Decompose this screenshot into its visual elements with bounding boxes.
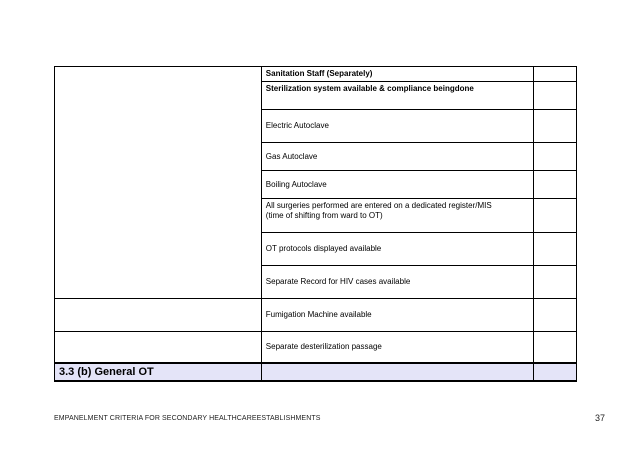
criterion-cell: Gas Autoclave xyxy=(261,143,533,171)
page-number: 37 xyxy=(594,413,605,423)
criteria-table xyxy=(54,66,577,382)
table-row xyxy=(55,171,577,199)
table-row xyxy=(55,67,577,82)
group-cell xyxy=(55,332,262,363)
criterion-cell: Fumigation Machine available xyxy=(261,299,533,332)
table-row xyxy=(55,233,577,266)
section-heading-row xyxy=(55,363,577,381)
status-cell xyxy=(533,199,576,233)
status-cell xyxy=(533,82,576,110)
criterion-cell: Sterilization system available & compliance beingdone xyxy=(261,82,533,110)
group-cell xyxy=(55,266,262,299)
section-heading: 3.3 (b) General OT xyxy=(55,363,262,381)
group-cell xyxy=(55,299,262,332)
group-cell xyxy=(55,67,262,82)
group-cell xyxy=(55,171,262,199)
section-criterion-cell xyxy=(261,363,533,381)
status-cell xyxy=(533,233,576,266)
criterion-cell: OT protocols displayed available xyxy=(261,233,533,266)
table-row xyxy=(55,266,577,299)
criterion-cell: Sanitation Staff (Separately) xyxy=(261,67,533,82)
table-row xyxy=(55,82,577,110)
table-row xyxy=(55,143,577,171)
criterion-cell: All surgeries performed are entered on a dedicated register/MIS (time of shifting from ward to OT) xyxy=(261,199,533,233)
table-row xyxy=(55,110,577,143)
criterion-cell: Separate desterilization passage xyxy=(261,332,533,363)
section-status-cell xyxy=(533,363,576,381)
criterion-cell: Boiling Autoclave xyxy=(261,171,533,199)
group-cell xyxy=(55,143,262,171)
criterion-cell: Separate Record for HIV cases available xyxy=(261,266,533,299)
status-cell xyxy=(533,143,576,171)
status-cell xyxy=(533,110,576,143)
status-cell xyxy=(533,67,576,82)
table-row xyxy=(55,299,577,332)
group-cell xyxy=(55,82,262,110)
group-cell xyxy=(55,110,262,143)
status-cell xyxy=(533,299,576,332)
status-cell xyxy=(533,171,576,199)
table-row xyxy=(55,199,577,233)
status-cell xyxy=(533,332,576,363)
criterion-cell: Electric Autoclave xyxy=(261,110,533,143)
footer-title: EMPANELMENT CRITERIA FOR SECONDARY HEALTHCAREESTABLISHMENTS xyxy=(54,415,321,422)
group-cell xyxy=(55,199,262,233)
status-cell xyxy=(533,266,576,299)
table-row xyxy=(55,332,577,363)
group-cell xyxy=(55,233,262,266)
